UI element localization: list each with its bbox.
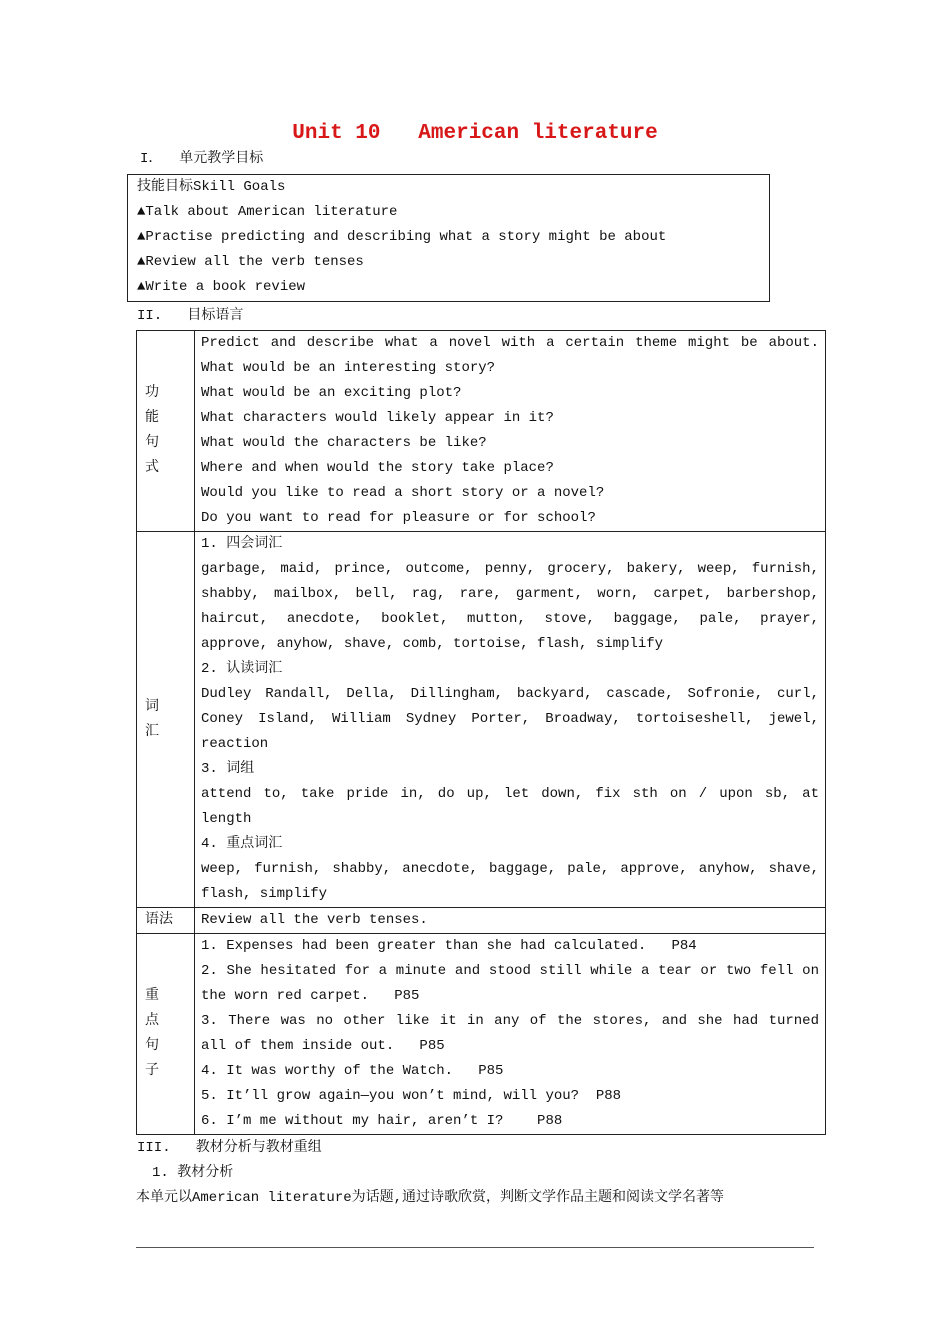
content-line: 2. 认读词汇 [201,661,283,677]
row-label-char: 功 [145,385,159,401]
content-line: all of them inside out. P85 [201,1038,445,1054]
content-line: 4. It was worthy of the Watch. P85 [201,1063,504,1079]
row-content [195,532,826,908]
content-line: What characters would likely appear in it? [201,410,554,426]
content-line: 1. 四会词汇 [201,536,283,552]
content-line: attend to, take pride in, do up, let down, fix sth on / upon sb, at [201,786,819,802]
row-label [137,532,195,908]
content-line: flash, simplify [201,886,328,902]
content-line: Where and when would the story take place? [201,460,554,476]
vocabulary-row [137,532,826,908]
row-label [137,908,195,934]
content-line: What would be an interesting story? [201,360,496,376]
row-label [137,934,195,1135]
section-1-heading: I． 单元教学目标 [140,151,264,167]
row-label-char: 汇 [145,723,159,740]
content-line: Coney Island, William Sydney Porter, Broadway, tortoiseshell, jewel, [201,711,819,727]
content-line: 2. She hesitated for a minute and stood still while a tear or two fell on [201,963,819,979]
functional-sentences-row [137,331,826,532]
content-line: Review all the verb tenses. [201,912,428,928]
content-line: Predict and describe what a novel with a certain theme might be about. [201,335,819,351]
content-line: 6. I’m me without my hair, aren’t I? P88 [201,1113,563,1129]
document-title: Unit 10 American literature [292,122,658,145]
content-line: haircut, anecdote, booklet, mutton, stove, baggage, pale, prayer, [201,611,819,627]
content-line: weep, furnish, shabby, anecdote, baggage, pale, approve, anyhow, shave, [201,861,819,877]
content-line: garbage, maid, prince, outcome, penny, grocery, bakery, weep, furnish, [201,561,819,577]
row-label-char: 点 [145,1013,159,1029]
skill-goal-item: ▲Write a book review [137,279,306,295]
skill-goal-item: ▲Talk about American literature [137,204,398,220]
skill-goal-item: ▲Review all the verb tenses [137,254,364,270]
content-line: Do you want to read for pleasure or for school? [201,510,596,526]
skill-goal-item: ▲Practise predicting and describing what a story might be about [137,229,667,245]
key-sentences-row [137,934,826,1135]
row-label-char: 能 [145,410,159,426]
row-label-char: 句 [145,435,159,451]
content-line: 5. It’ll grow again—you won’t mind, will you? P88 [201,1088,622,1104]
content-line: the worn red carpet. P85 [201,988,420,1004]
content-line: What would the characters be like? [201,435,487,451]
row-label [137,331,195,532]
target-language-table [136,330,826,1135]
content-line: 3. 词组 [201,761,255,777]
row-label-char: 句 [145,1038,159,1054]
content-line: shabby, mailbox, bell, rag, rare, garment, worn, carpet, barbershop, [201,586,819,602]
content-line: length [201,811,252,827]
row-label-char: 式 [145,460,159,476]
row-content [195,908,826,934]
row-label-char: 语法 [145,912,173,928]
content-line: Dudley Randall, Della, Dillingham, backyard, cascade, Sofronie, curl, [201,686,819,702]
row-content [195,331,826,532]
section-3-subheading: 1. 教材分析 [152,1165,234,1181]
footer-divider [136,1247,814,1248]
row-content [195,934,826,1135]
row-label-char: 重 [145,988,159,1004]
content-line: approve, anyhow, shave, comb, tortoise, flash, simplify [201,636,664,652]
content-line: 4. 重点词汇 [201,836,283,852]
content-line: reaction [201,736,269,752]
section-3-paragraph: 本单元以American literature为话题,通过诗歌欣赏，判断文学作品主题和阅读文学名著等 [136,1190,725,1206]
section-2-heading: II. 目标语言 [137,308,244,324]
content-line: 1. Expenses had been greater than she had calculated. P84 [201,938,697,954]
row-label-char: 词 [145,698,159,715]
skill-goals-heading: 技能目标Skill Goals [137,179,286,195]
skill-goals-box [127,174,770,302]
section-3-heading: III. 教材分析与教材重组 [137,1140,322,1156]
content-line: What would be an exciting plot? [201,385,462,401]
content-line: Would you like to read a short story or a novel? [201,485,605,501]
grammar-row [137,908,826,934]
content-line: 3. There was no other like it in any of the stores, and she had turned [201,1013,819,1029]
row-label-char: 子 [145,1063,159,1079]
